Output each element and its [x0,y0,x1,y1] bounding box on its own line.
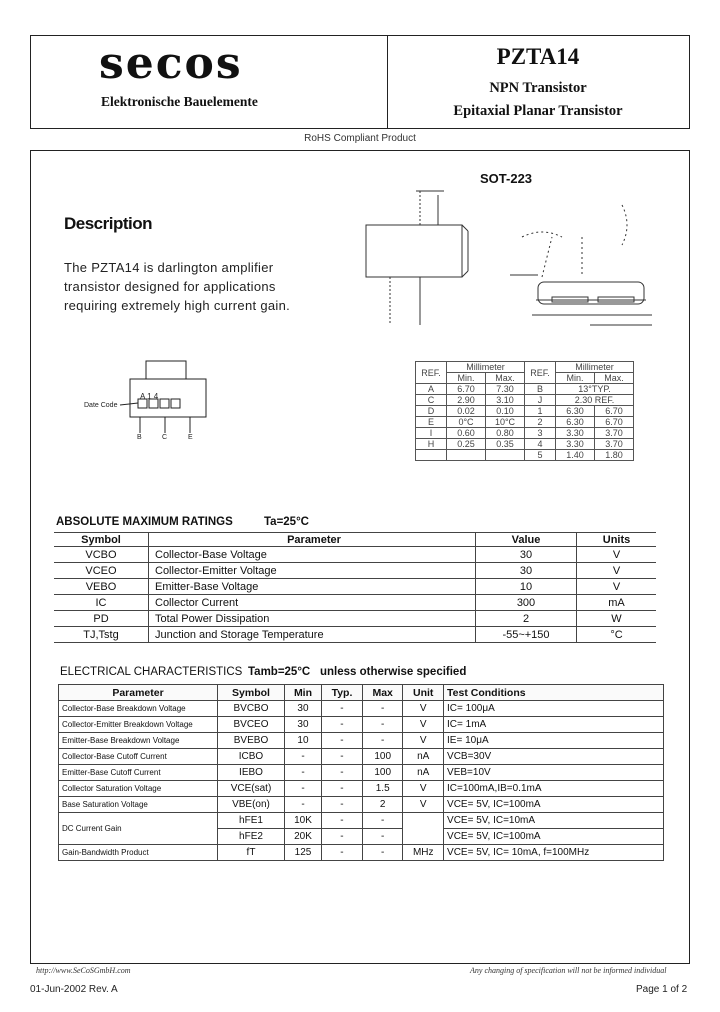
dim-cell: 5 [525,450,556,461]
header-box [30,35,690,129]
condition-cell: VEB=10V [444,765,664,781]
table-row [54,611,656,627]
min-cell: 20K [285,829,322,845]
dim-cell: 3.30 [556,428,595,439]
table-row [54,595,656,611]
unit-cell: V [403,781,444,797]
col-header: Max [362,685,402,701]
dim-cell: 0.60 [447,428,486,439]
pin-label-e: E [188,434,193,441]
dim-row [416,439,634,450]
dim-cell: 6.70 [595,406,634,417]
max-cell: - [362,829,402,845]
col-header: Unit [403,685,444,701]
page-number: Page 1 of 2 [636,984,688,995]
typ-cell: - [321,749,362,765]
dim-cell [447,450,486,461]
dim-subheader: Max. [595,373,634,384]
dim-cell: 3.10 [486,395,525,406]
col-header: Test Conditions [444,685,664,701]
description-text: The PZTA14 is darlington amplifier transistor designed for applications requiring extremely high current gain. [64,260,291,313]
condition-cell: VCE= 5V, IC=10mA [444,813,664,829]
typ-cell: - [321,717,362,733]
min-cell: - [285,749,322,765]
dim-cell: B [525,384,556,395]
table-row [54,627,656,643]
symbol-cell: PD [54,611,149,627]
dim-header-ref: REF. [525,362,556,384]
parameter-cell: Collector-Emitter Voltage [149,563,476,579]
max-cell: 100 [362,765,402,781]
package-name: SOT-223 [480,171,533,186]
table-row [59,813,664,829]
dimensions-table [415,361,634,461]
elec-note: unless otherwise specified [320,666,467,678]
condition-cell: IC= 100μA [444,701,664,717]
unit-cell: nA [403,765,444,781]
max-cell: - [362,733,402,749]
unit-cell: V [403,701,444,717]
dim-subheader: Max. [486,373,525,384]
condition-cell: VCE= 5V, IC=100mA [444,829,664,845]
min-cell: 30 [285,717,322,733]
symbol-cell: hFE2 [218,829,285,845]
part-type: NPN Transistor [489,80,587,96]
max-cell: - [362,717,402,733]
symbol-cell: IC [54,595,149,611]
symbol-cell: IEBO [218,765,285,781]
parameter-cell: Collector Saturation Voltage [59,781,218,797]
symbol-cell: BVCEO [218,717,285,733]
table-row [59,781,664,797]
revision-date: 01-Jun-2002 Rev. A [30,984,118,995]
dim-cell [416,450,447,461]
table-row [59,717,664,733]
symbol-cell: VCBO [54,547,149,563]
unit-cell: V [403,717,444,733]
marking-code: A 1 4 [140,392,159,401]
dim-cell: 1 [525,406,556,417]
min-cell: 10 [285,733,322,749]
parameter-cell: Total Power Dissipation [149,611,476,627]
dim-cell: 1.40 [556,450,595,461]
dim-cell: 0.02 [447,406,486,417]
value-cell: 30 [476,563,577,579]
symbol-cell: TJ,Tstg [54,627,149,643]
col-header: Units [577,533,657,547]
dim-cell: I [416,428,447,439]
dim-cell: 0.35 [486,439,525,450]
elec-title: ELECTRICAL CHARACTERISTICS [60,666,243,678]
symbol-cell: BVCBO [218,701,285,717]
unit-cell: nA [403,749,444,765]
value-cell: 30 [476,547,577,563]
col-header: Min [285,685,322,701]
col-header: Parameter [59,685,218,701]
parameter-cell: Gain-Bandwidth Product [59,845,218,861]
package-outline-drawing [360,185,670,335]
dim-cell: 2.90 [447,395,486,406]
dim-cell: 0.10 [486,406,525,417]
condition-cell: IC= 1mA [444,717,664,733]
abs-max-table [54,532,656,643]
dim-cell: 1.80 [595,450,634,461]
col-header: Symbol [54,533,149,547]
condition-cell: VCE= 5V, IC=100mA [444,797,664,813]
typ-cell: - [321,733,362,749]
unit-cell [403,813,444,845]
dim-cell: J [525,395,556,406]
min-cell: - [285,797,322,813]
value-cell: -55~+150 [476,627,577,643]
dim-cell: 3.30 [556,439,595,450]
dim-row [416,406,634,417]
dim-cell: 6.30 [556,406,595,417]
table-row [59,797,664,813]
pin-label-b: B [137,434,142,441]
dim-row [416,428,634,439]
unit-cell: MHz [403,845,444,861]
min-cell: - [285,765,322,781]
part-subtype: Epitaxial Planar Transistor [453,103,623,119]
typ-cell: - [321,797,362,813]
company-subtitle: Elektronische Bauelemente [101,94,258,109]
min-cell: 10K [285,813,322,829]
typ-cell: - [321,829,362,845]
dim-cell: 6.70 [447,384,486,395]
unit-cell: V [577,563,657,579]
parameter-cell: Collector Current [149,595,476,611]
parameter-cell: Emitter-Base Breakdown Voltage [59,733,218,749]
dim-header-ref: REF. [416,362,447,384]
typ-cell: - [321,781,362,797]
typ-cell: - [321,701,362,717]
abs-max-condition: Ta=25°C [264,516,309,528]
dim-row [416,450,634,461]
col-header: Value [476,533,577,547]
dim-cell: 13°TYP. [556,384,634,395]
symbol-cell: VCEO [54,563,149,579]
table-row [54,547,656,563]
dim-cell: 6.70 [595,417,634,428]
unit-cell: W [577,611,657,627]
dim-cell: 6.30 [556,417,595,428]
parameter-cell: Collector-Emitter Breakdown Voltage [59,717,218,733]
table-row [54,579,656,595]
parameter-cell: Collector-Base Breakdown Voltage [59,701,218,717]
dim-cell: 7.30 [486,384,525,395]
unit-cell: V [577,547,657,563]
elec-condition: Tamb=25°C [248,666,311,678]
parameter-cell: Emitter-Base Cutoff Current [59,765,218,781]
col-header: Parameter [149,533,476,547]
unit-cell: mA [577,595,657,611]
company-logo: secos [99,38,243,89]
dim-subheader: Min. [556,373,595,384]
table-row [59,749,664,765]
dim-cell: 3.70 [595,428,634,439]
parameter-cell: Collector-Base Cutoff Current [59,749,218,765]
condition-cell: VCE= 5V, IC= 10mA, f=100MHz [444,845,664,861]
condition-cell: VCB=30V [444,749,664,765]
typ-cell: - [321,813,362,829]
symbol-cell: BVEBO [218,733,285,749]
max-cell: - [362,813,402,829]
symbol-cell: VEBO [54,579,149,595]
min-cell: - [285,781,322,797]
symbol-cell: hFE1 [218,813,285,829]
min-cell: 30 [285,701,322,717]
max-cell: 1.5 [362,781,402,797]
dim-row [416,395,634,406]
dim-cell: E [416,417,447,428]
table-row [54,563,656,579]
parameter-cell: DC Current Gain [59,813,218,845]
dim-header-mm: Millimeter [556,362,634,373]
min-cell: 125 [285,845,322,861]
table-row [59,765,664,781]
col-header: Typ. [321,685,362,701]
dim-cell: 2 [525,417,556,428]
symbol-cell: fT [218,845,285,861]
description-heading: Description [64,214,153,233]
footer-notice: Any changing of specification will not be informed individual [470,966,667,975]
dim-row [416,384,634,395]
rohs-note: RoHS Compliant Product [304,133,416,144]
dim-cell: 0.25 [447,439,486,450]
dim-row [416,417,634,428]
unit-cell: V [577,579,657,595]
symbol-cell: VCE(sat) [218,781,285,797]
symbol-cell: ICBO [218,749,285,765]
condition-cell: IC=100mA,IB=0.1mA [444,781,664,797]
condition-cell: IE= 10μA [444,733,664,749]
col-header: Symbol [218,685,285,701]
typ-cell: - [321,845,362,861]
abs-max-title: ABSOLUTE MAXIMUM RATINGS [56,516,233,528]
max-cell: 100 [362,749,402,765]
date-code-label: Date Code [84,402,118,409]
table-row [59,845,664,861]
dim-cell: H [416,439,447,450]
dim-cell: 0.80 [486,428,525,439]
typ-cell: - [321,765,362,781]
dim-cell: 10°C [486,417,525,428]
dim-cell: D [416,406,447,417]
value-cell: 10 [476,579,577,595]
value-cell: 300 [476,595,577,611]
parameter-cell: Junction and Storage Temperature [149,627,476,643]
dim-cell: 3.70 [595,439,634,450]
dim-subheader: Min. [447,373,486,384]
dim-cell: 0°C [447,417,486,428]
table-row [59,701,664,717]
max-cell: - [362,845,402,861]
parameter-cell: Collector-Base Voltage [149,547,476,563]
pin-label-c: C [162,434,168,441]
max-cell: 2 [362,797,402,813]
unit-cell: V [403,733,444,749]
table-row [59,733,664,749]
parameter-cell: Emitter-Base Voltage [149,579,476,595]
dim-cell: 2.30 REF. [556,395,634,406]
dim-cell: A [416,384,447,395]
unit-cell: V [403,797,444,813]
footer-url[interactable]: http://www.SeCoSGmbH.com [36,966,131,975]
symbol-cell: VBE(on) [218,797,285,813]
dim-cell [486,450,525,461]
parameter-cell: Base Saturation Voltage [59,797,218,813]
dim-cell: 4 [525,439,556,450]
electrical-table [58,684,664,861]
value-cell: 2 [476,611,577,627]
unit-cell: °C [577,627,657,643]
dim-cell: C [416,395,447,406]
max-cell: - [362,701,402,717]
dim-header-mm: Millimeter [447,362,525,373]
part-number: PZTA14 [496,44,580,69]
dim-cell: 3 [525,428,556,439]
